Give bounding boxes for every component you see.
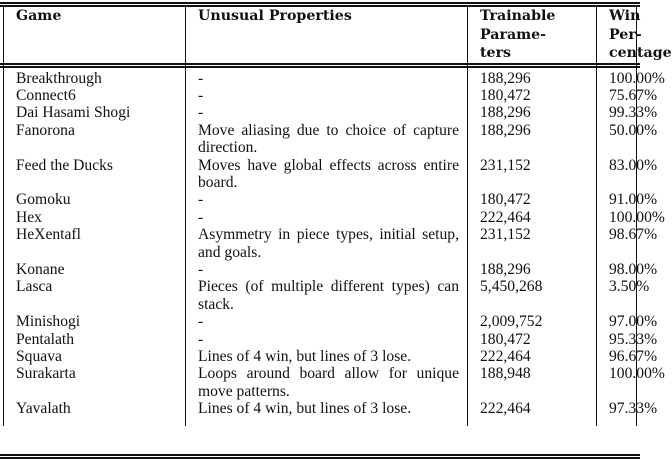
table-row: [4, 313, 637, 330]
win-cell: 91.00%: [597, 191, 637, 208]
top-rule: [0, 2, 640, 4]
win-cell: 99.33%: [597, 104, 637, 121]
win-cell: 75.67%: [597, 87, 637, 104]
table-row: [4, 157, 637, 192]
params-cell: 188,296: [468, 63, 597, 87]
header-game: Game: [4, 7, 186, 63]
results-table: [3, 7, 672, 426]
params-cell: 188,948: [468, 365, 597, 400]
params-cell: 188,296: [468, 122, 597, 157]
win-cell: 98.67%: [597, 226, 637, 261]
table-row: [4, 104, 637, 121]
properties-cell: -: [186, 331, 468, 348]
win-cell: 83.00%: [597, 157, 637, 192]
properties-cell: -: [186, 191, 468, 208]
properties-cell: Asymmetry in piece types, initial setup, and goals.: [186, 226, 468, 261]
win-cell: 100.00%: [597, 63, 637, 87]
params-cell: 5,450,268: [468, 278, 597, 313]
table-row: [4, 331, 637, 348]
win-cell: 96.67%: [597, 348, 637, 365]
header-properties: Unusual Properties: [186, 7, 468, 63]
game-cell: Lasca: [4, 278, 186, 313]
win-cell: 97.00%: [597, 313, 637, 330]
table-row: [4, 209, 637, 226]
params-cell: 222,464: [468, 348, 597, 365]
game-cell: Connect6: [4, 87, 186, 104]
table-row: [4, 261, 637, 278]
header-params: Trainable Parame- ters: [468, 7, 597, 63]
bottom-rule: [0, 457, 640, 459]
win-cell: 95.33%: [597, 331, 637, 348]
params-cell: 222,464: [468, 209, 597, 226]
table-row: [4, 226, 637, 261]
game-cell: Pentalath: [4, 331, 186, 348]
win-cell: 97.33%: [597, 400, 637, 425]
params-cell: 180,472: [468, 191, 597, 208]
header-win: Win Per- centage: [597, 7, 637, 63]
header-row: [4, 7, 637, 63]
table-row: [4, 400, 637, 425]
properties-cell: Lines of 4 win, but lines of 3 lose.: [186, 400, 468, 425]
params-cell: 188,296: [468, 261, 597, 278]
table-row: [4, 191, 637, 208]
game-cell: Yavalath: [4, 400, 186, 425]
params-cell: 222,464: [468, 400, 597, 425]
properties-cell: Pieces (of multiple different types) can stack.: [186, 278, 468, 313]
win-cell: 50.00%: [597, 122, 637, 157]
table-row: [4, 87, 637, 104]
properties-cell: -: [186, 313, 468, 330]
params-cell: 2,009,752: [468, 313, 597, 330]
properties-cell: Move aliasing due to choice of capture direction.: [186, 122, 468, 157]
table-row: [4, 63, 637, 87]
properties-cell: Loops around board allow for unique move patterns.: [186, 365, 468, 400]
game-cell: Minishogi: [4, 313, 186, 330]
properties-cell: -: [186, 209, 468, 226]
game-cell: Squava: [4, 348, 186, 365]
game-cell: Surakarta: [4, 365, 186, 400]
table-row: [4, 365, 637, 400]
table-row: [4, 278, 637, 313]
win-cell: 100.00%: [597, 365, 637, 400]
game-cell: Gomoku: [4, 191, 186, 208]
properties-cell: Moves have global effects across entire board.: [186, 157, 468, 192]
game-cell: Feed the Ducks: [4, 157, 186, 192]
properties-cell: -: [186, 87, 468, 104]
game-cell: Konane: [4, 261, 186, 278]
game-cell: Fanorona: [4, 122, 186, 157]
params-cell: 231,152: [468, 157, 597, 192]
win-cell: 3.50%: [597, 278, 637, 313]
game-cell: HeXentafl: [4, 226, 186, 261]
game-cell: Breakthrough: [4, 63, 186, 87]
params-cell: 231,152: [468, 226, 597, 261]
properties-cell: Lines of 4 win, but lines of 3 lose.: [186, 348, 468, 365]
bottom-rule: [0, 454, 640, 456]
table-row: [4, 348, 637, 365]
win-cell: 100.00%: [597, 209, 637, 226]
params-cell: 188,296: [468, 104, 597, 121]
properties-cell: -: [186, 104, 468, 121]
properties-cell: -: [186, 63, 468, 87]
params-cell: 180,472: [468, 331, 597, 348]
game-cell: Hex: [4, 209, 186, 226]
table-row: [4, 122, 637, 157]
win-cell: 98.00%: [597, 261, 637, 278]
game-cell: Dai Hasami Shogi: [4, 104, 186, 121]
properties-cell: -: [186, 261, 468, 278]
params-cell: 180,472: [468, 87, 597, 104]
